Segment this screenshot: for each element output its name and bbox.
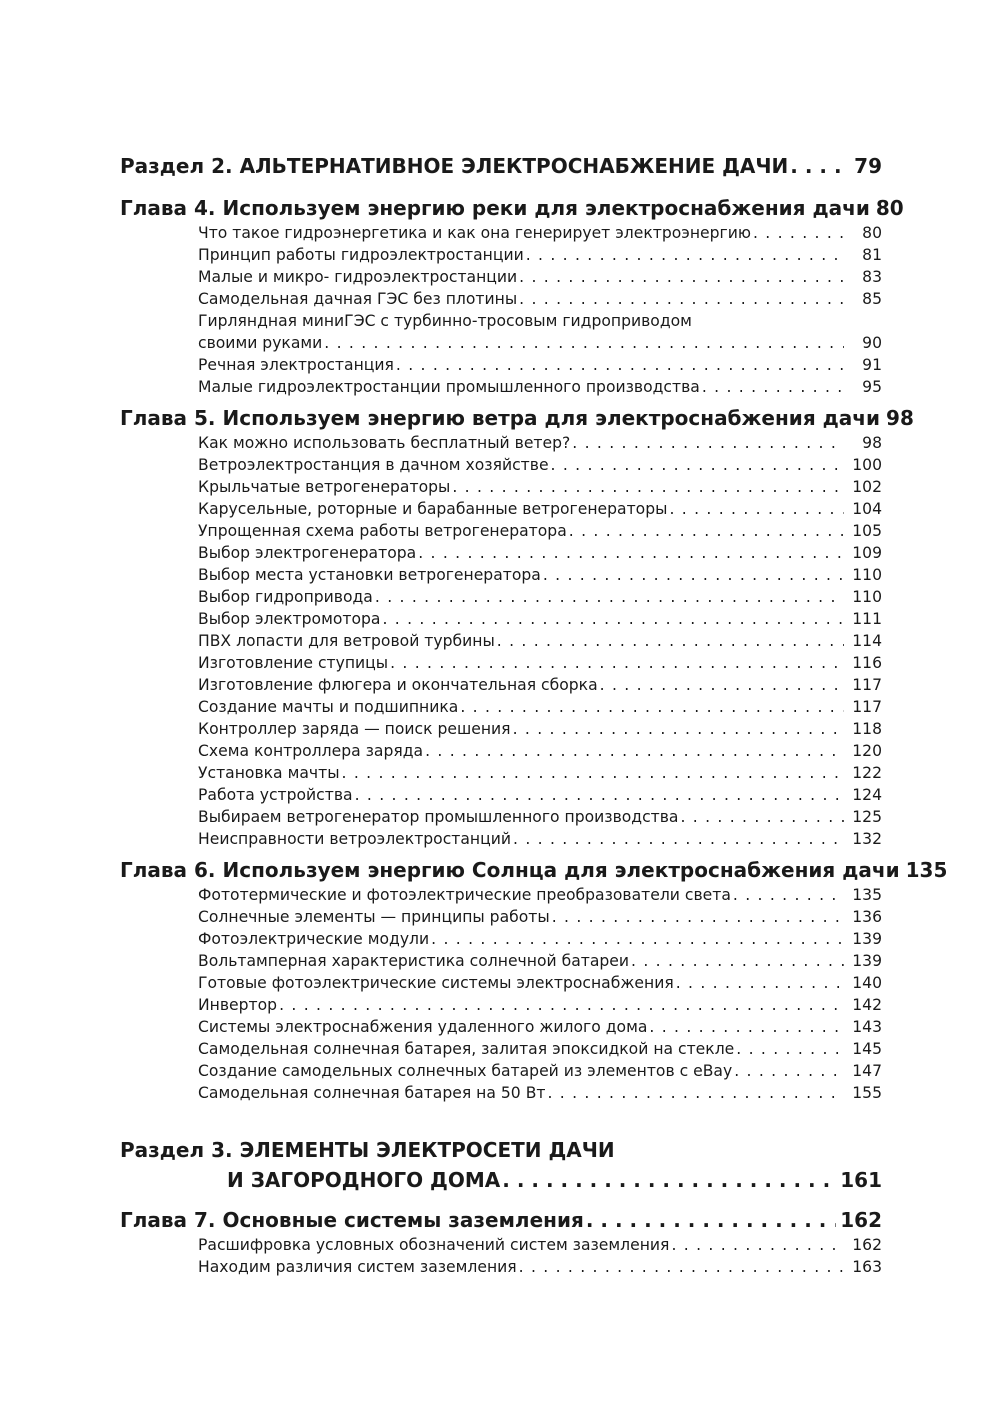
toc-entry[interactable]: Фотоэлектрические модули . . . 139 (198, 930, 882, 952)
toc-entry[interactable]: Крыльчатые ветрогенераторы . . . 102 (198, 478, 882, 500)
toc-entry[interactable]: Готовые фотоэлектрические системы электроснабжения . . . 140 (198, 974, 882, 996)
chapter-6-title: Глава 6. Используем энергию Солнца для электроснабжения дачи (120, 858, 900, 882)
toc-entry[interactable]: Принцип работы гидроэлектростанции . . . 81 (198, 246, 882, 268)
toc-entry[interactable]: Расшифровка условных обозначений систем заземления . . . 162 (198, 1236, 882, 1258)
chapter-5-page: 98 (886, 406, 914, 430)
toc-entry[interactable]: Инвертор . . . 142 (198, 996, 882, 1018)
part-3-heading[interactable] (120, 1138, 882, 1200)
toc-entry[interactable]: Вольтамперная характеристика солнечной батареи . . . 139 (198, 952, 882, 974)
toc-entry[interactable]: Выбор электромотора . . . 111 (198, 610, 882, 632)
toc-entry[interactable]: Упрощенная схема работы ветрогенератора . . . 105 (198, 522, 882, 544)
chapter-4-heading[interactable] (120, 196, 904, 224)
part-2-heading[interactable] (120, 154, 882, 188)
chapter-7-heading[interactable] (120, 1208, 882, 1236)
toc-entry[interactable]: Изготовление флюгера и окончательная сборка . . . 117 (198, 676, 882, 698)
toc-entry[interactable]: ПВХ лопасти для ветровой турбины . . . 114 (198, 632, 882, 654)
dot-leader (790, 154, 850, 178)
toc-entry[interactable]: Установка мачты . . . 122 (198, 764, 882, 786)
chapter-4-page: 80 (875, 196, 904, 220)
toc-entry-line1[interactable]: Гирляндная миниГЭС с турбинно-тросовым гидроприводом (198, 312, 692, 330)
toc-entry[interactable]: своими руками . . . 90 (198, 334, 882, 356)
chapter-7-title: Глава 7. Основные системы заземления (120, 1208, 584, 1232)
toc-entry[interactable]: Выбор места установки ветрогенератора . . . 110 (198, 566, 882, 588)
dot-leader (502, 1168, 836, 1192)
part-3-page: 161 (840, 1168, 882, 1192)
part-2-title: Раздел 2. АЛЬТЕРНАТИВНОЕ ЭЛЕКТРОСНАБЖЕНИЕ ДАЧИ (120, 154, 789, 178)
chapter-6-sections (120, 886, 882, 1106)
toc-entry[interactable]: Создание мачты и подшипника . . . 117 (198, 698, 882, 720)
toc-entry[interactable]: Малые гидроэлектростанции промышленного производства . . . 95 (198, 378, 882, 400)
toc-entry[interactable]: Схема контроллера заряда . . . 120 (198, 742, 882, 764)
chapter-4-title: Глава 4. Используем энергию реки для электроснабжения дачи (120, 196, 870, 220)
toc-entry[interactable]: Работа устройства . . . 124 (198, 786, 882, 808)
toc-entry[interactable]: Контроллер заряда — поиск решения . . . 118 (198, 720, 882, 742)
chapter-7-sections (120, 1236, 882, 1280)
dot-leader (586, 1208, 836, 1232)
toc-entry[interactable]: Самодельная солнечная батарея, залитая эпоксидкой на стекле . . . 145 (198, 1040, 882, 1062)
toc-entry[interactable]: Фототермические и фотоэлектрические преобразователи света . . . 135 (198, 886, 882, 908)
part-2-page: 79 (854, 154, 882, 178)
toc-entry[interactable]: Карусельные, роторные и барабанные ветрогенераторы . . . 104 (198, 500, 882, 522)
chapter-5-title: Глава 5. Используем энергию ветра для электроснабжения дачи (120, 406, 881, 430)
chapter-7-page: 162 (840, 1208, 882, 1232)
toc-entry[interactable]: Неисправности ветроэлектростанций . . . 132 (198, 830, 882, 852)
toc-entry[interactable]: Изготовление ступицы . . . 116 (198, 654, 882, 676)
toc-entry[interactable]: Находим различия систем заземления . . . 163 (198, 1258, 882, 1280)
toc-entry[interactable]: Малые и микро- гидроэлектростанции . . . 83 (198, 268, 882, 290)
toc-entry[interactable]: Солнечные элементы — принципы работы . . . 136 (198, 908, 882, 930)
part-3-title-line1: Раздел 3. ЭЛЕМЕНТЫ ЭЛЕКТРОСЕТИ ДАЧИ (120, 1138, 615, 1162)
toc-entry[interactable]: Что такое гидроэнергетика и как она генерирует электроэнергию . . . 80 (198, 224, 882, 246)
toc-entry[interactable]: Самодельная солнечная батарея на 50 Вт . . . 155 (198, 1084, 882, 1106)
toc-entry[interactable]: Выбор электрогенератора . . . 109 (198, 544, 882, 566)
toc-entry[interactable]: Системы электроснабжения удаленного жилого дома . . . 143 (198, 1018, 882, 1040)
part-3-title-line2: И ЗАГОРОДНОГО ДОМА . . . 161 (120, 1168, 882, 1200)
toc-entry[interactable]: Ветроэлектростанция в дачном хозяйстве . . . 100 (198, 456, 882, 478)
chapter-6-heading[interactable] (120, 858, 948, 886)
chapter-5-sections (120, 434, 882, 852)
spacer (120, 1112, 882, 1138)
toc-entry[interactable]: Создание самодельных солнечных батарей из элементов с eBay . . . 147 (198, 1062, 882, 1084)
toc-entry[interactable]: Речная электростанция . . . 91 (198, 356, 882, 378)
toc-entry[interactable]: Самодельная дачная ГЭС без плотины . . . 85 (198, 290, 882, 312)
toc-entry[interactable]: Выбор гидропривода . . . 110 (198, 588, 882, 610)
chapter-5-heading[interactable] (120, 406, 914, 434)
toc-entry[interactable]: Как можно использовать бесплатный ветер? . . . 98 (198, 434, 882, 456)
table-of-contents (120, 154, 948, 1286)
toc-entry[interactable]: Выбираем ветрогенератор промышленного производства . . . 125 (198, 808, 882, 830)
chapter-4-sections (120, 224, 882, 400)
chapter-6-page: 135 (905, 858, 948, 882)
